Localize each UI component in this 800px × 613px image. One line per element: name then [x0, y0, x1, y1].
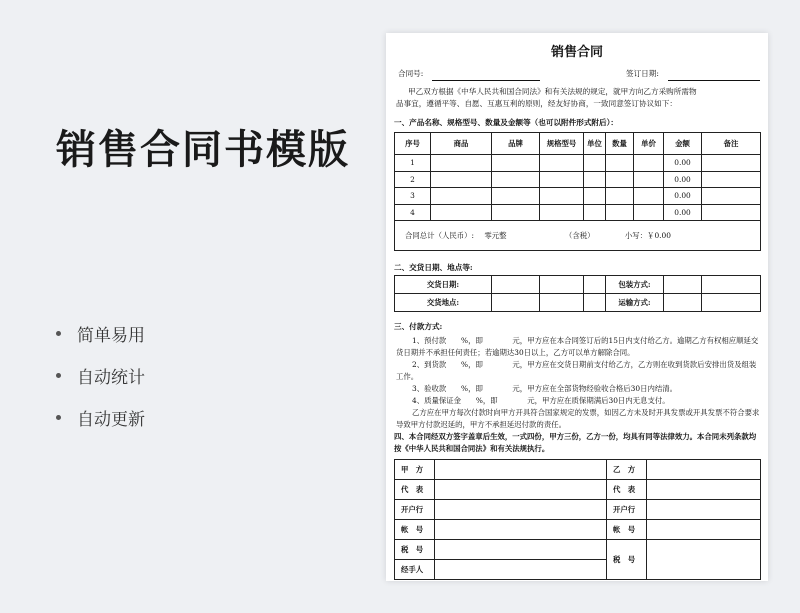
- intro-line-1: 甲乙双方根据《中华人民共和国合同法》和有关法规的规定，就甲方向乙方采购所需物: [408, 87, 697, 96]
- delivery-table: [394, 275, 761, 312]
- account-a-field[interactable]: [435, 520, 607, 540]
- cell[interactable]: [584, 155, 606, 172]
- account-b-label: 帐 号: [607, 520, 647, 540]
- delivery-date-label: 交货日期:: [395, 276, 492, 294]
- cell[interactable]: [664, 294, 702, 312]
- contract-document: [386, 33, 768, 581]
- col-header: 序号: [395, 133, 431, 155]
- party-b-label: 乙 方: [607, 460, 647, 480]
- rep-a-field[interactable]: [435, 480, 607, 500]
- cell[interactable]: [584, 276, 606, 294]
- contract-no-field[interactable]: [432, 80, 540, 81]
- signature-row: [395, 460, 761, 480]
- cell[interactable]: [702, 171, 761, 188]
- delivery-place-label: 交货地点:: [395, 294, 492, 312]
- cell[interactable]: [634, 171, 664, 188]
- transport-label: 运输方式:: [606, 294, 664, 312]
- bullet-icon: [56, 331, 61, 336]
- doc-title: 销售合同: [550, 45, 603, 60]
- sign-date-label: 签订日期:: [626, 69, 659, 78]
- section-3-heading: 三、付款方式:: [394, 322, 443, 331]
- cell[interactable]: [702, 276, 761, 294]
- cell[interactable]: [540, 155, 584, 172]
- bullet-icon: [56, 373, 61, 378]
- cell[interactable]: [492, 188, 540, 205]
- cell[interactable]: [540, 204, 584, 221]
- payment-clause-2: 2、到货款 %，即 元，甲方应在交货日期前支付给乙方，乙方则在收到货款后安排出货及组装工作。: [396, 360, 757, 381]
- cell[interactable]: [492, 204, 540, 221]
- cell[interactable]: [702, 188, 761, 205]
- promo-title: 销售合同书模版: [56, 127, 350, 173]
- cell[interactable]: [431, 204, 492, 221]
- sign-date-field[interactable]: [668, 80, 760, 81]
- cell[interactable]: [431, 188, 492, 205]
- amount-cell: 0.00: [664, 171, 702, 188]
- table-row: [395, 155, 761, 172]
- total-cell: [395, 221, 761, 251]
- delivery-row: [395, 294, 761, 312]
- table-row: [395, 188, 761, 205]
- feature-item: [56, 354, 145, 396]
- table-row: [395, 204, 761, 221]
- feature-label: 自动统计: [77, 367, 145, 388]
- feature-item: [56, 396, 145, 438]
- cell[interactable]: [431, 171, 492, 188]
- total-words: 零元整: [484, 231, 507, 240]
- payment-clause-4: 4、质量保证金 %，即 元，甲方应在质保期满后30日内无息支付。: [412, 396, 670, 405]
- col-header: 数量: [606, 133, 634, 155]
- cell[interactable]: [634, 204, 664, 221]
- tax-a-label: 税 号: [395, 540, 435, 560]
- cell[interactable]: [664, 276, 702, 294]
- cell[interactable]: [634, 188, 664, 205]
- cell[interactable]: [606, 171, 634, 188]
- rep-b-field[interactable]: [647, 480, 761, 500]
- rep-a-label: 代 表: [395, 480, 435, 500]
- signature-row: [395, 520, 761, 540]
- cell[interactable]: [606, 155, 634, 172]
- delivery-row: [395, 276, 761, 294]
- signature-row: [395, 540, 761, 560]
- product-table: [394, 132, 761, 251]
- handler-label: 经手人: [395, 560, 435, 580]
- cell[interactable]: [606, 188, 634, 205]
- section-2-heading: 二、交货日期、地点等:: [394, 263, 473, 272]
- cell[interactable]: [606, 204, 634, 221]
- col-header: 规格型号: [540, 133, 584, 155]
- feature-list: [56, 312, 145, 438]
- cell[interactable]: [492, 171, 540, 188]
- signature-row: [395, 480, 761, 500]
- col-header: 金额: [664, 133, 702, 155]
- feature-label: 简单易用: [77, 325, 145, 346]
- table-row: [395, 171, 761, 188]
- cell[interactable]: [584, 188, 606, 205]
- col-header: 品牌: [492, 133, 540, 155]
- col-header: 单价: [634, 133, 664, 155]
- account-a-label: 帐 号: [395, 520, 435, 540]
- signature-table: [394, 459, 761, 580]
- total-label: 合同总计（人民币）:: [405, 231, 475, 240]
- row-no: 1: [395, 155, 431, 172]
- bank-a-label: 开户行: [395, 500, 435, 520]
- amount-cell: 0.00: [664, 188, 702, 205]
- account-b-field[interactable]: [647, 520, 761, 540]
- cell[interactable]: [492, 155, 540, 172]
- payment-clause-1: 1、预付款 %，即 元，甲方应在本合同签订后的15日内支付给乙方。逾期乙方有权相应顺延交货日期并不承担任何责任；若逾期达30日以上，乙方可以单方解除合同。: [396, 336, 759, 357]
- bank-a-field[interactable]: [435, 500, 607, 520]
- party-b-field[interactable]: [647, 460, 761, 480]
- row-no: 4: [395, 204, 431, 221]
- signature-row: [395, 500, 761, 520]
- tax-b-label: 税 号: [607, 540, 647, 580]
- row-no: 3: [395, 188, 431, 205]
- col-header: 备注: [702, 133, 761, 155]
- party-a-label: 甲 方: [395, 460, 435, 480]
- col-header: 单位: [584, 133, 606, 155]
- cell[interactable]: [702, 204, 761, 221]
- tax-b-field[interactable]: [647, 540, 761, 580]
- handler-field[interactable]: [435, 560, 607, 580]
- col-header: 商品: [431, 133, 492, 155]
- cell[interactable]: [540, 294, 584, 312]
- rep-b-label: 代 表: [607, 480, 647, 500]
- payment-clause-5: 乙方应在甲方每次付款时向甲方开具符合国家规定的发票，如因乙方未及时开具发票或开具发票不符合要求导致甲方付款迟延的，甲方不承担延迟付款的责任。: [396, 408, 760, 429]
- contract-no-label: 合同号:: [398, 69, 424, 78]
- cell[interactable]: [702, 155, 761, 172]
- small-label: 小写：: [624, 231, 648, 240]
- section-1-heading: 一、产品名称、规格型号、数量及金额等（也可以附件形式附后）：: [394, 118, 619, 127]
- amount-cell: 0.00: [664, 204, 702, 221]
- cell[interactable]: [584, 171, 606, 188]
- bank-b-label: 开户行: [607, 500, 647, 520]
- total-row: [395, 221, 761, 251]
- cell[interactable]: [492, 294, 540, 312]
- payment-clause-3: 3、验收款 %，即 元，甲方应在全部货物经验收合格后30日内结清。: [412, 384, 678, 393]
- tax-note: （含税）: [564, 231, 595, 240]
- tax-a-field[interactable]: [435, 540, 607, 560]
- bank-b-field[interactable]: [647, 500, 761, 520]
- cell[interactable]: [634, 155, 664, 172]
- packing-label: 包装方式:: [606, 276, 664, 294]
- section-4-text: 四、本合同经双方签字盖章后生效，一式四份，甲方三份，乙方一份，均具有同等法律效力。本合同未列条款均按《中华人民共和国合同法》和有关法规执行。: [394, 432, 757, 453]
- small-value: ￥0.00: [647, 231, 671, 240]
- cell[interactable]: [584, 294, 606, 312]
- row-no: 2: [395, 171, 431, 188]
- cell[interactable]: [584, 204, 606, 221]
- cell[interactable]: [540, 188, 584, 205]
- cell[interactable]: [702, 294, 761, 312]
- bullet-icon: [56, 415, 61, 420]
- cell[interactable]: [540, 171, 584, 188]
- party-a-field[interactable]: [435, 460, 607, 480]
- amount-cell: 0.00: [664, 155, 702, 172]
- cell[interactable]: [540, 276, 584, 294]
- cell[interactable]: [431, 155, 492, 172]
- cell[interactable]: [492, 276, 540, 294]
- intro-line-2: 品事宜，遵循平等、自愿、互惠互利的原则，经友好协商，一致同意签订协议如下：: [396, 99, 677, 108]
- table-header-row: [395, 133, 761, 155]
- feature-item: [56, 312, 145, 354]
- feature-label: 自动更新: [77, 409, 145, 430]
